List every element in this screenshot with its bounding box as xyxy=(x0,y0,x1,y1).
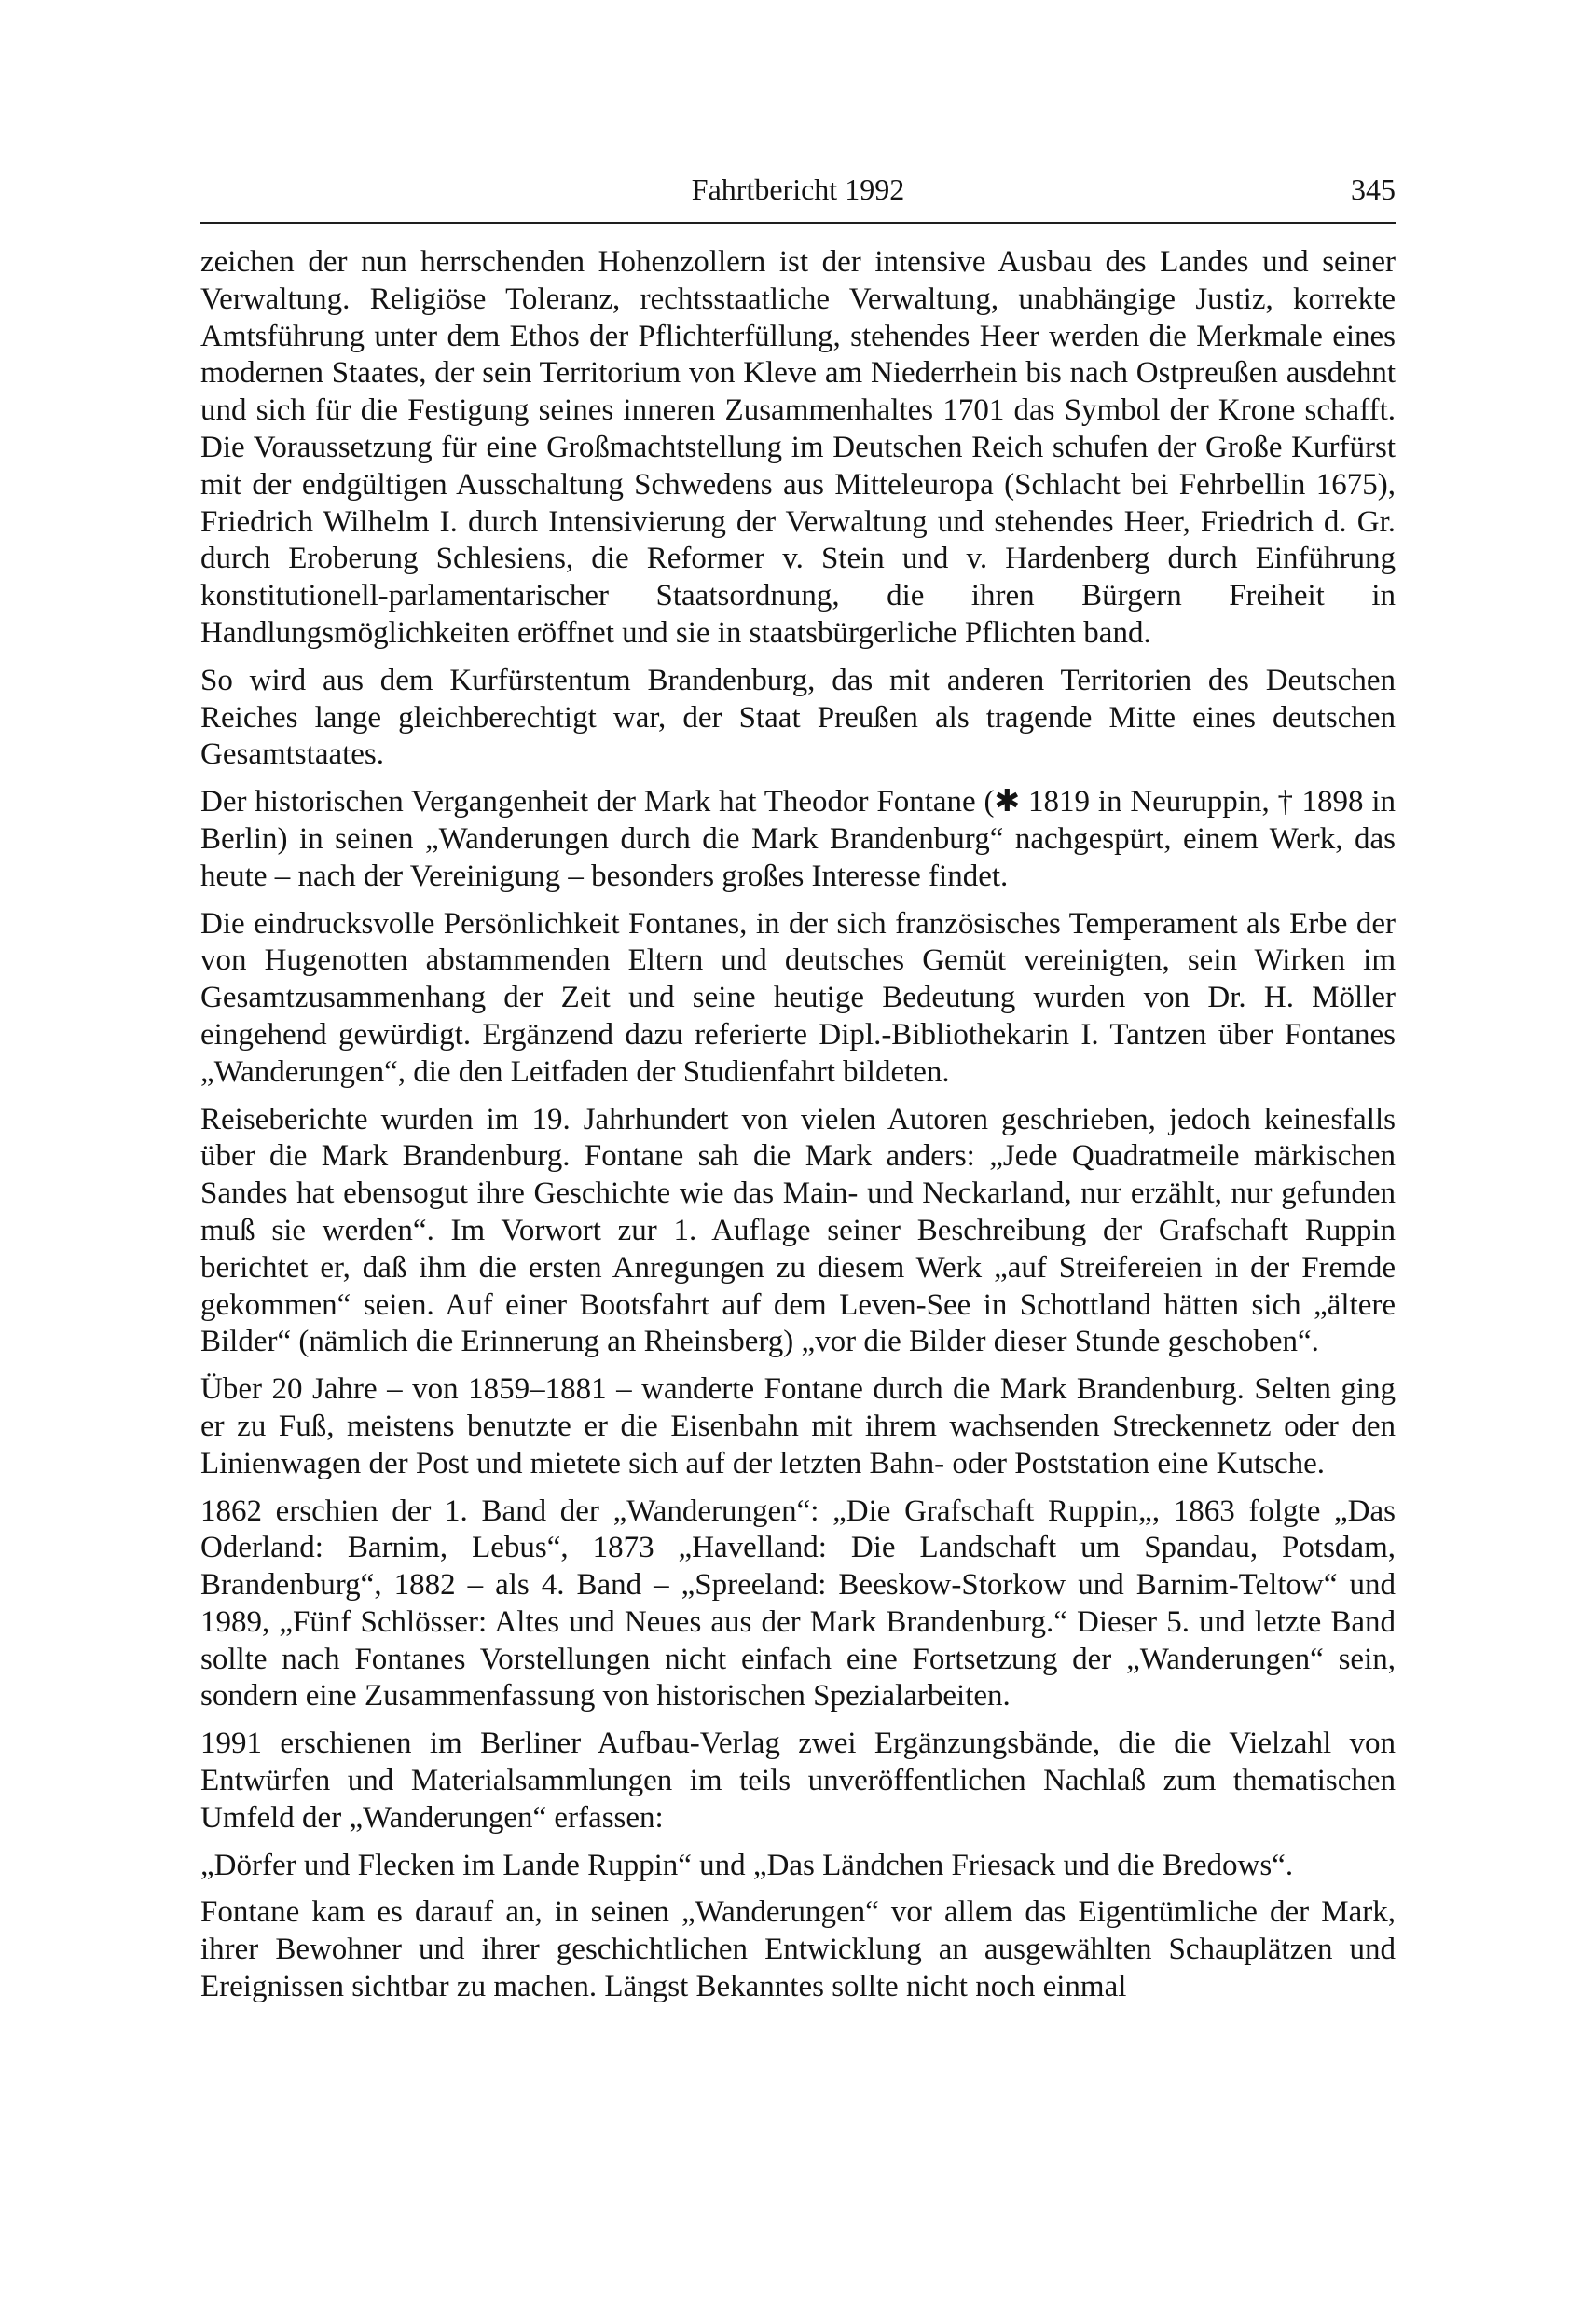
paragraph: zeichen der nun herrschenden Hohenzollern ist der intensive Ausbau des Landes und seiner Verwaltung. Religiöse Toleranz, rechtsstaatliche Verwaltung, unabhängige Justiz, korrekte Amtsführung unter dem Ethos der Pflichterfüllung, stehendes Heer werden die Merkmale eines modernen Staates, der sein Territorium von Kleve am Niederrhein bis nach Ostpreußen ausdehnt und sich für die Festigung seines inneren Zusammenhaltes 1701 das Symbol der Krone schafft. Die Voraussetzung für eine Großmachtstellung im Deutschen Reich schufen der Große Kurfürst mit der endgültigen Ausschaltung Schwedens aus Mitteleuropa (Schlacht bei Fehrbellin 1675), Friedrich Wilhelm I. durch Intensivierung der Verwaltung und stehendes Heer, Friedrich d. Gr. durch Eroberung Schlesiens, die Reformer v. Stein und v. Hardenberg durch Einführung konstitutionell-parlamentarischer Staatsordnung, die ihren Bürgern Freiheit in Handlungsmöglichkeiten eröffnet und sie in staatsbürgerliche Pflichten band. xyxy=(200,245,1396,650)
paragraph: 1862 erschien der 1. Band der „Wanderungen“: „Die Grafschaft Ruppin„, 1863 folgte „Das Oderland: Barnim, Lebus“, 1873 „Havelland: Die Landschaft um Spandau, Potsdam, Brandenburg“, 1882 – als 4. Band – „Spreeland: Beeskow-Storkow und Barnim-Teltow“ und 1989, „Fünf Schlösser: Altes und Neues aus der Mark Brandenburg.“ Dieser 5. und letzte Band sollte nach Fontanes Vorstellungen nicht einfach eine Fortsetzung der „Wanderungen“ sein, sondern eine Zusammenfassung von historischen Spezialarbeiten. xyxy=(200,1493,1396,1713)
page-number: 345 xyxy=(1351,172,1396,206)
body-text xyxy=(200,244,1396,2006)
paragraph: Über 20 Jahre – von 1859–1881 – wanderte Fontane durch die Mark Brandenburg. Selten ging er zu Fuß, meistens benutzte er die Eisenbahn mit ihrem wachsenden Streckennetz oder den Linienwagen der Post und mietete sich auf der letzten Bahn- oder Poststation eine Kutsche. xyxy=(200,1372,1396,1480)
paragraph: 1991 erschienen im Berliner Aufbau-Verlag zwei Ergänzungsbände, die die Vielzahl von Entwürfen und Materialsammlungen im teils unveröffentlichen Nachlaß zum thematischen Umfeld der „Wanderungen“ erfassen: xyxy=(200,1727,1396,1835)
paragraph: Reiseberichte wurden im 19. Jahrhundert von vielen Autoren geschrieben, jedoch keinesfalls über die Mark Brandenburg. Fontane sah die Mark anders: „Jede Quadratmeile märkischen Sandes hat ebensogut ihre Geschichte wie das Main- und Neckarland, nur erzählt, nur gefunden muß sie werden“. Im Vorwort zur 1. Auflage seiner Beschreibung der Grafschaft Ruppin berichtet er, daß ihm die ersten Anregungen zu diesem Werk „auf Streifereien in der Fremde gekommen“ seien. Auf einer Bootsfahrt auf dem Leven-See in Schottland hätten sich „ältere Bilder“ (nämlich die Erinnerung an Rheinsberg) „vor die Bilder dieser Stunde geschoben“. xyxy=(200,1102,1396,1359)
paragraph: Der historischen Vergangenheit der Mark hat Theodor Fontane (✱ 1819 in Neuruppin, † 1898 in Berlin) in seinen „Wanderungen durch die Mark Brandenburg“ nachgespürt, einem Werk, das heute – nach der Vereinigung – besonders großes Interesse findet. xyxy=(200,785,1396,893)
paragraph: So wird aus dem Kurfürstentum Brandenburg, das mit anderen Territorien des Deutschen Reiches lange gleichberechtigt war, der Staat Preußen als tragende Mitte eines deutschen Gesamtstaates. xyxy=(200,663,1396,772)
book-page xyxy=(200,168,1396,2016)
paragraph: Fontane kam es darauf an, in seinen „Wanderungen“ vor allem das Eigentümliche der Mark, ihrer Bewohner und ihrer geschichtlichen Entwicklung an ausgewählten Schauplätzen und Ereignissen sichtbar zu machen. Längst Bekanntes sollte nicht noch einmal xyxy=(200,1895,1396,2004)
paragraph: Die eindrucksvolle Persönlichkeit Fontanes, in der sich französisches Temperament als Erbe der von Hugenotten abstammenden Eltern und deutsches Gemüt vereinigten, sein Wirken im Gesamtzusammenhang der Zeit und seine heutige Bedeutung wurden von Dr. H. Möller eingehend gewürdigt. Ergänzend dazu referierte Dipl.-Bibliothekarin I. Tantzen über Fontanes „Wanderungen“, die den Leitfaden der Studienfahrt bildeten. xyxy=(200,906,1396,1089)
running-head xyxy=(200,168,1396,211)
running-title: Fahrtbericht 1992 xyxy=(691,172,905,206)
header-rule xyxy=(200,222,1396,224)
paragraph: „Dörfer und Flecken im Lande Ruppin“ und „Das Ländchen Friesack und die Bredows“. xyxy=(200,1848,1294,1882)
